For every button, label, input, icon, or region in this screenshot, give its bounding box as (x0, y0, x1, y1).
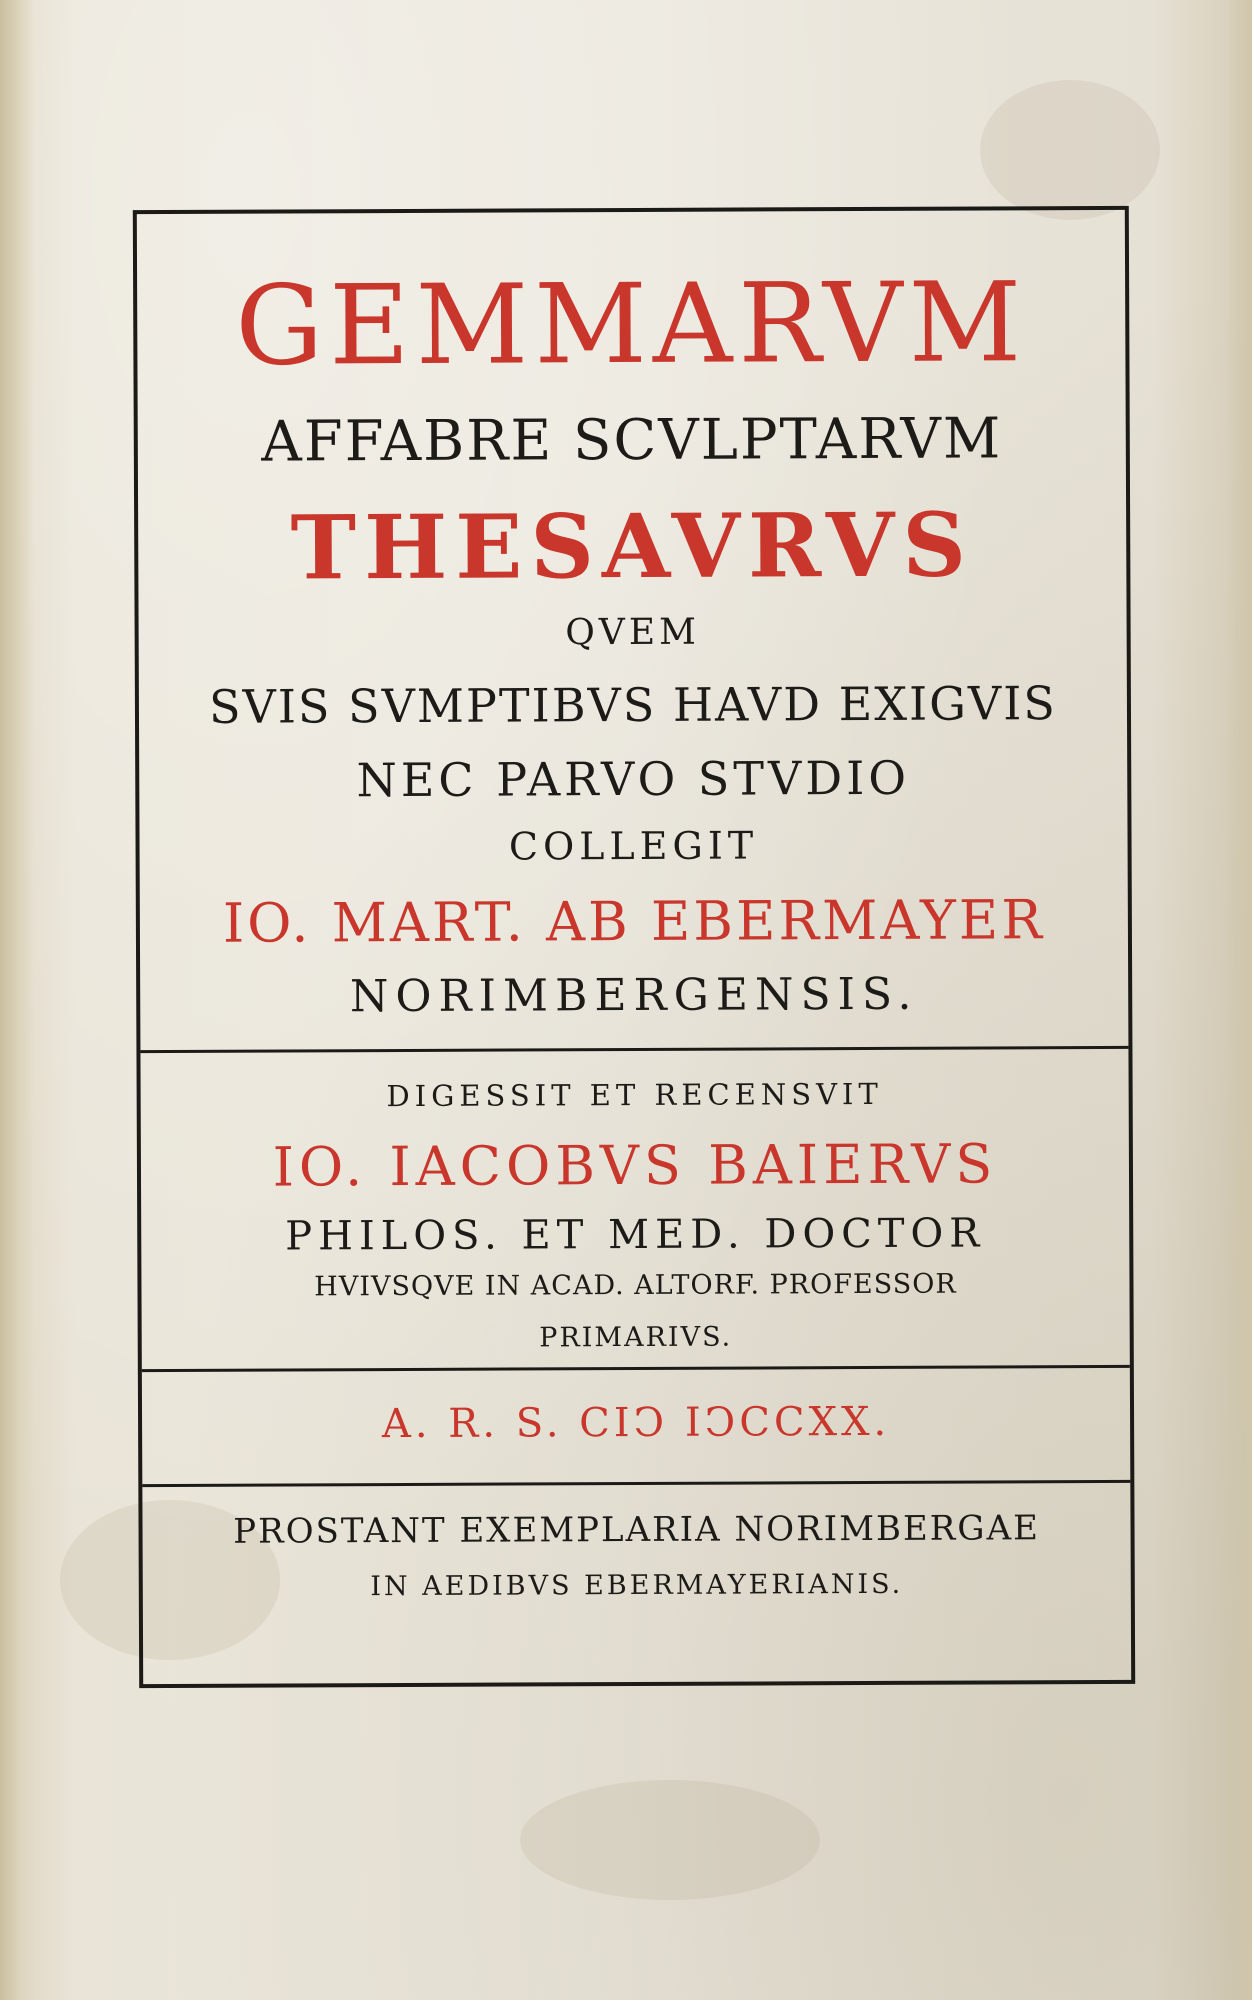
text-in-aedibus: IN AEDIBVS EBERMAYERIANIS. (370, 1568, 904, 1603)
text-primarius: PRIMARIVS. (539, 1321, 733, 1354)
worn-left-edge (0, 0, 34, 2000)
text-collegit: COLLEGIT (508, 823, 759, 869)
text-digessit: DIGESSIT ET RECENSVIT (386, 1076, 883, 1114)
imprint-date: A. R. S. CIↃ IↃCCXX. (381, 1398, 891, 1448)
text-philos-med-doctor: PHILOS. ET MED. DOCTOR (285, 1210, 986, 1260)
text-suis-sumptibus: SVIS SVMPTIBVS HAVD EXIGVIS (208, 676, 1057, 734)
border-frame (133, 206, 1135, 1688)
title-thesaurus: THESAVRVS (290, 492, 975, 600)
title-affabre-sculptarum: AFFABRE SCVLPTARVM (261, 406, 1003, 475)
text-quem: QVEM (565, 611, 701, 654)
text-professor: HVIVSQVE IN ACAD. ALTORF. PROFESSOR (314, 1268, 957, 1303)
worn-right-edge (1226, 0, 1252, 2000)
paper-stain (520, 1780, 820, 1900)
paper-stain (980, 80, 1160, 220)
title-gemmarum: GEMMARVM (235, 258, 1028, 390)
text-prostant-exemplaria: PROSTANT EXEMPLARIA NORIMBERGAE (233, 1508, 1040, 1552)
text-nec-parvo-studio: NEC PARVO STVDIO (356, 750, 911, 808)
editor-baierus: IO. IACOBVS BAIERVS (272, 1132, 998, 1199)
divider-rule (142, 1365, 1130, 1372)
author-ebermayer: IO. MART. AB EBERMAYER (222, 888, 1046, 955)
text-norimbergensis: NORIMBERGENSIS. (349, 968, 919, 1023)
divider-rule (140, 1046, 1128, 1053)
divider-rule (142, 1480, 1130, 1487)
